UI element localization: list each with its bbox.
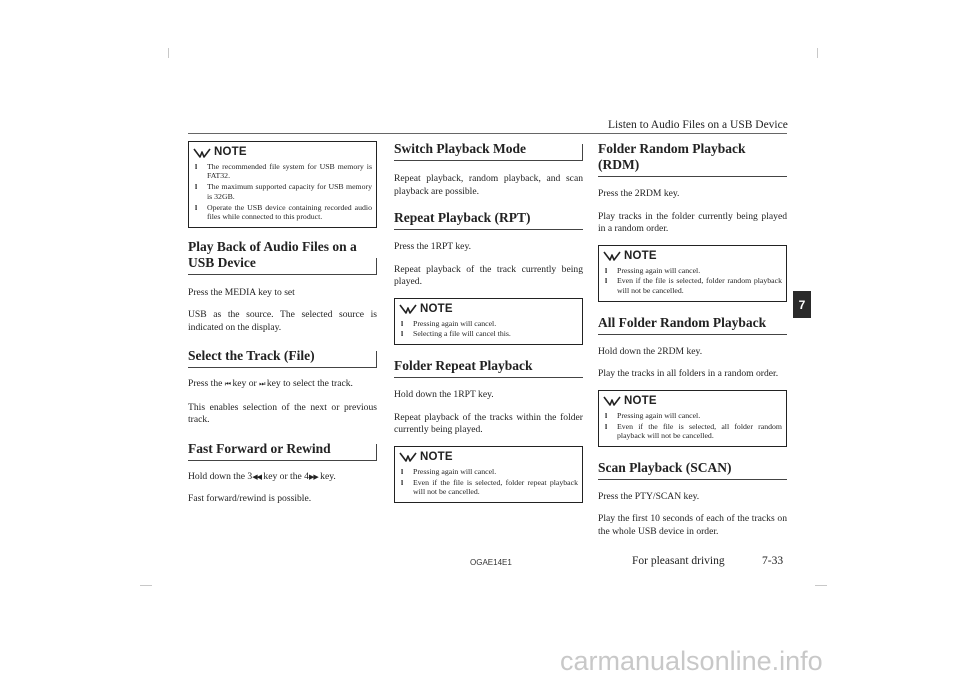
paragraph: Press the PTY/SCAN key. bbox=[598, 490, 700, 502]
chapter-tab: 7 bbox=[793, 291, 811, 318]
note-item: l Pressing again will cancel. bbox=[605, 265, 701, 275]
section-heading: Scan Playback (SCAN) bbox=[598, 460, 787, 480]
section-heading: Fast Forward or Rewind bbox=[188, 441, 377, 461]
note-item: l Pressing again will cancel. bbox=[401, 466, 497, 476]
section-heading: Switch Playback Mode bbox=[394, 141, 583, 161]
rewind-icon: ◀◀ bbox=[252, 472, 262, 481]
note-label: NOTE bbox=[420, 302, 453, 315]
paragraph: Press the 1RPT key. bbox=[394, 241, 472, 252]
note-item: l Pressing again will cancel. bbox=[401, 318, 497, 328]
column-1 bbox=[188, 141, 377, 506]
header-title: Listen to Audio Files on a USB Device bbox=[608, 119, 788, 131]
paragraph: Hold down the 1RPT key. bbox=[394, 389, 494, 401]
next-track-icon: ⏭ bbox=[259, 380, 265, 389]
previous-track-icon: ⏮ bbox=[224, 380, 231, 389]
paragraph: Press the 2RDM key. bbox=[598, 188, 680, 199]
paragraph: Play tracks in the folder currently being played in a random order. bbox=[598, 210, 787, 234]
note-box bbox=[598, 245, 787, 302]
fast-forward-icon: ▶▶ bbox=[308, 472, 318, 481]
watermark: carmanualsonline.info bbox=[560, 646, 823, 676]
paragraph: Repeat playback of the tracks within the folder currently being played. bbox=[394, 411, 583, 436]
note-label: NOTE bbox=[420, 450, 453, 463]
note-label: NOTE bbox=[624, 249, 657, 262]
section-heading: Folder Repeat Playback bbox=[394, 358, 583, 378]
crop-mark bbox=[140, 585, 152, 586]
paragraph: This enables selection of the next or previous track. bbox=[188, 401, 377, 426]
note-item: l Even if the file is selected, folder random playback will not be cancelled. bbox=[605, 276, 782, 295]
section-heading: Play Back of Audio Files on a USB Device bbox=[188, 239, 377, 275]
paragraph: Fast forward/rewind is possible. bbox=[188, 493, 312, 505]
note-header bbox=[399, 450, 578, 464]
paragraph: Repeat playback, random playback, and scan playback are possible. bbox=[394, 173, 583, 197]
crop-mark bbox=[168, 48, 169, 58]
note-label: NOTE bbox=[214, 146, 247, 158]
note-box bbox=[394, 298, 583, 346]
note-header bbox=[399, 302, 578, 316]
crop-mark bbox=[815, 585, 827, 586]
note-icon bbox=[603, 250, 621, 261]
paragraph: Press the MEDIA key to set bbox=[188, 286, 295, 298]
note-item: l The maximum supported capacity for USB memory is 32GB. bbox=[195, 182, 372, 201]
note-item: l Selecting a file will cancel this. bbox=[401, 329, 511, 339]
note-header bbox=[603, 249, 782, 263]
section-heading: Folder Random Playback (RDM) bbox=[598, 141, 787, 177]
paragraph: USB as the source. The selected source is indicated on the display. bbox=[188, 309, 377, 333]
note-item: l Pressing again will cancel. bbox=[605, 410, 701, 420]
paragraph: Hold down the 2RDM key. bbox=[598, 345, 703, 357]
note-item: l Even if the file is selected, folder repeat playback will not be cancelled. bbox=[401, 477, 578, 497]
column-2 bbox=[394, 141, 583, 503]
note-icon bbox=[399, 451, 417, 462]
note-box bbox=[394, 446, 583, 503]
section-heading: Repeat Playback (RPT) bbox=[394, 210, 583, 230]
crop-mark bbox=[817, 48, 818, 58]
note-icon bbox=[193, 147, 211, 158]
paragraph: Play the first 10 seconds of each of the tracks on the whole USB device in order. bbox=[598, 513, 787, 537]
paragraph: Press the ⏮ key or ⏭ key to select the track. bbox=[188, 378, 353, 390]
note-header bbox=[193, 145, 372, 159]
page-number: 7-33 bbox=[762, 555, 784, 567]
note-item: l Operate the USB device containing recorded audio files while connected to this product. bbox=[195, 202, 372, 222]
note-box bbox=[598, 390, 787, 447]
paragraph: Hold down the 3◀◀ key or the 4▶▶ key. bbox=[188, 470, 336, 482]
note-item: l Even if the file is selected, all folder random playback will not be cancelled. bbox=[605, 421, 782, 441]
note-item: l The recommended file system for USB memory is FAT32. bbox=[195, 162, 372, 181]
note-label: NOTE bbox=[624, 394, 657, 407]
paragraph: Repeat playback of the track currently being played. bbox=[394, 263, 583, 287]
note-box bbox=[188, 141, 377, 228]
column-3 bbox=[598, 141, 787, 538]
note-icon bbox=[399, 303, 417, 314]
section-heading: Select the Track (File) bbox=[188, 348, 377, 368]
note-header bbox=[603, 394, 782, 408]
document-code: OGAE14E1 bbox=[470, 558, 512, 567]
paragraph: Play the tracks in all folders in a random order. bbox=[598, 368, 779, 380]
footer-section: For pleasant driving bbox=[632, 555, 725, 567]
section-heading: All Folder Random Playback bbox=[598, 315, 787, 335]
header-rule bbox=[188, 133, 787, 134]
note-icon bbox=[603, 395, 621, 406]
